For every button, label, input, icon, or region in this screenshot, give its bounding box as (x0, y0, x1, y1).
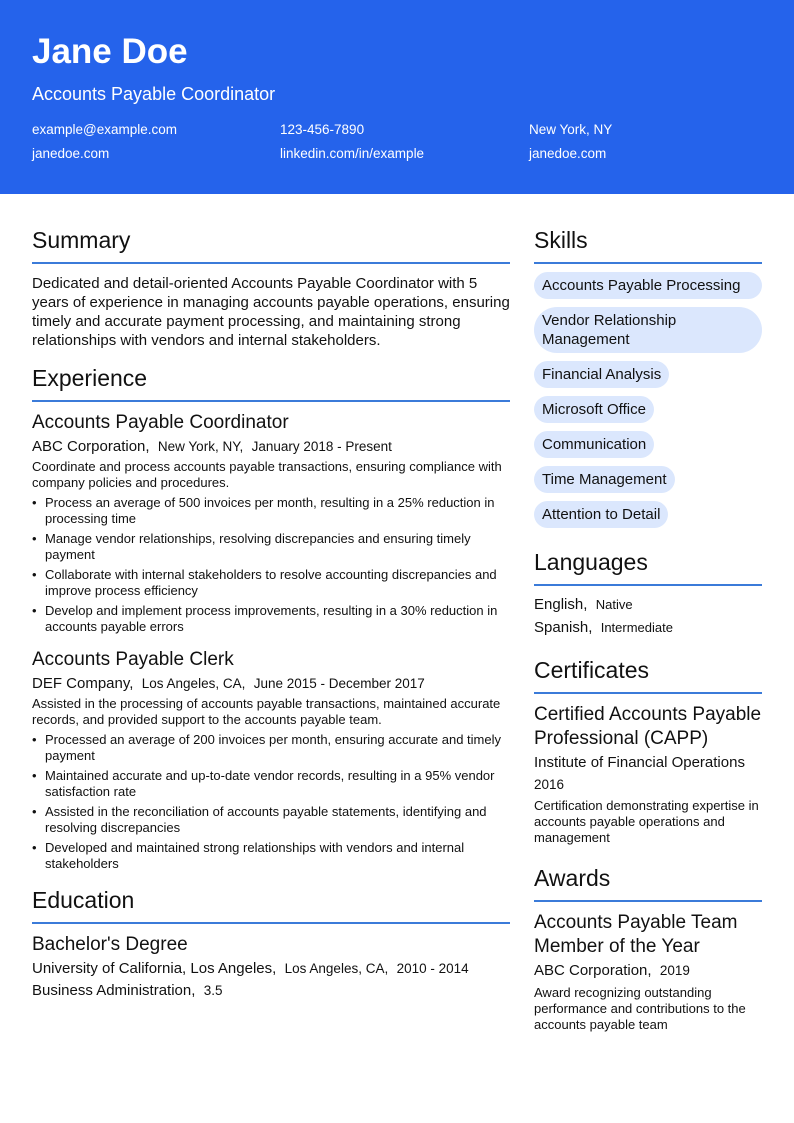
candidate-name: Jane Doe (32, 32, 188, 71)
certificate-description: Certification demonstrating expertise in accounts payable operations and management (534, 798, 759, 845)
skill-tag: Vendor Relationship Management (534, 307, 762, 353)
section-divider (534, 262, 762, 264)
education-heading: Education (32, 887, 135, 913)
job-bullet: • Collaborate with internal stakeholders to resolve accounting discrepancies and improve process efficiency (32, 567, 510, 599)
job-title: Accounts Payable Coordinator (32, 412, 289, 433)
language-level: Native (595, 597, 633, 612)
main-column (32, 225, 510, 1001)
school-location: Los Angeles, CA, (284, 961, 389, 976)
job-bullet: • Developed and maintained strong relationships with vendors and internal stakeholders (32, 840, 510, 872)
job-bullet: • Develop and implement process improvements, resulting in a 30% reduction in accounts payable errors (32, 603, 510, 635)
language-item (534, 595, 762, 615)
languages-section (534, 547, 762, 638)
summary-text: Dedicated and detail-oriented Accounts Payable Coordinator with 5 years of experience in managing accounts payable operations, ensuring timely and accurate payment processing, and maintaining strong relationships with vendors and internal stakeholders. (32, 275, 510, 349)
language-name: English, (534, 596, 588, 613)
contact-phone[interactable]: 123-456-7890 (280, 122, 365, 137)
job-dates: January 2018 - Present (251, 439, 392, 454)
education-field-line (32, 981, 510, 1001)
job-description: Assisted in the processing of accounts payable transactions, maintained accurate records, and provided support to the accounts payable team. (32, 696, 501, 727)
job-location: Los Angeles, CA, (141, 676, 246, 691)
award-meta (534, 961, 762, 981)
skill-tag: Communication (534, 431, 654, 458)
certificate-name: Certified Accounts Payable Professional (CAPP) (534, 704, 762, 749)
job-bullet: • Process an average of 500 invoices per month, resulting in a 25% reduction in processing time (32, 495, 510, 527)
job-dates: June 2015 - December 2017 (253, 676, 425, 691)
skills-section (534, 225, 762, 536)
skill-tag: Time Management (534, 466, 675, 493)
job-title: Accounts Payable Clerk (32, 649, 234, 670)
skill-tag: Attention to Detail (534, 501, 668, 528)
job-company: DEF Company, (32, 675, 134, 692)
candidate-title: Accounts Payable Coordinator (32, 84, 276, 104)
job-bullets (32, 495, 510, 635)
job-entry (32, 648, 510, 872)
certificates-section (534, 655, 762, 846)
award-name: Accounts Payable Team Member of the Year (534, 912, 738, 957)
award-issuer: ABC Corporation, (534, 962, 652, 979)
job-bullet: • Assisted in the reconciliation of accounts payable statements, identifying and resolving discrepancies (32, 804, 510, 836)
certificates-heading: Certificates (534, 657, 650, 683)
skill-tag: Accounts Payable Processing (534, 272, 762, 299)
language-item (534, 618, 762, 638)
experience-section (32, 363, 510, 872)
gpa: 3.5 (203, 983, 223, 998)
section-divider (534, 900, 762, 902)
contact-website[interactable]: janedoe.com (32, 146, 110, 161)
school-name: University of California, Los Angeles, (32, 960, 277, 977)
side-column (534, 225, 762, 1033)
section-divider (32, 922, 510, 924)
job-entry (32, 411, 510, 635)
summary-section (32, 225, 510, 350)
skill-tag: Microsoft Office (534, 396, 654, 423)
certificate-issuer: Institute of Financial Operations (534, 754, 745, 771)
contact-email[interactable]: example@example.com (32, 122, 178, 137)
education-meta (32, 959, 510, 979)
languages-heading: Languages (534, 549, 648, 575)
summary-heading: Summary (32, 227, 131, 253)
certificate-date: 2016 (534, 777, 565, 792)
contact-location: New York, NY (529, 122, 613, 137)
job-bullet: • Manage vendor relationships, resolving discrepancies and ensuring timely payment (32, 531, 510, 563)
language-name: Spanish, (534, 619, 593, 636)
job-location: New York, NY, (157, 439, 244, 454)
award-date: 2019 (659, 963, 690, 978)
field-of-study: Business Administration, (32, 982, 196, 999)
job-bullets (32, 732, 510, 872)
degree: Bachelor's Degree (32, 934, 188, 955)
languages-list (534, 595, 762, 638)
award-description: Award recognizing outstanding performance and contributions to the accounts payable team (534, 985, 746, 1032)
skills-list (534, 272, 762, 536)
language-level: Intermediate (600, 620, 673, 635)
education-dates: 2010 - 2014 (396, 961, 469, 976)
section-divider (32, 400, 510, 402)
job-bullet: • Maintained accurate and up-to-date vendor records, resulting in a 95% vendor satisfaction rate (32, 768, 510, 800)
section-divider (534, 692, 762, 694)
section-divider (534, 584, 762, 586)
job-meta (32, 674, 510, 694)
job-meta (32, 437, 510, 457)
awards-section (534, 863, 762, 1033)
contact-linkedin[interactable]: linkedin.com/in/example (280, 146, 425, 161)
awards-heading: Awards (534, 865, 611, 891)
skill-tag: Financial Analysis (534, 361, 669, 388)
section-divider (32, 262, 510, 264)
resume-header (0, 0, 794, 194)
education-section (32, 885, 510, 1001)
skills-heading: Skills (534, 227, 588, 253)
contact-website-secondary[interactable]: janedoe.com (529, 146, 607, 161)
job-company: ABC Corporation, (32, 438, 150, 455)
job-bullet: • Processed an average of 200 invoices per month, ensuring accurate and timely payment (32, 732, 510, 764)
job-description: Coordinate and process accounts payable transactions, ensuring compliance with company policies and procedures. (32, 459, 502, 490)
experience-heading: Experience (32, 365, 148, 391)
